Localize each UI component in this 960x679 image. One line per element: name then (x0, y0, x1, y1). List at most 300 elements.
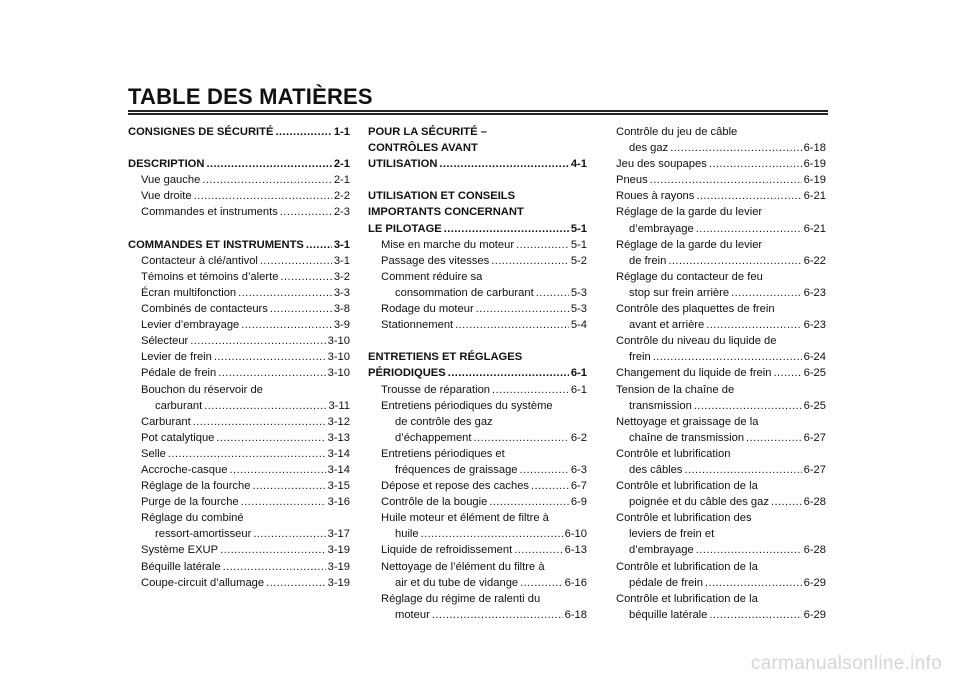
toc-entry (616, 188, 826, 204)
toc-label: Contrôle du niveau du liquide de (616, 335, 777, 348)
toc-entry (368, 478, 587, 494)
toc-leader (204, 398, 326, 414)
toc-label: Comment réduire sa (381, 270, 483, 283)
toc-label: Contrôle et lubrification (616, 447, 731, 460)
toc-label: frein (629, 351, 651, 364)
toc-entry (616, 414, 826, 446)
toc-label: Entretiens périodiques et (381, 447, 505, 460)
toc-entry (368, 124, 587, 172)
toc-page-number: 6-28 (803, 544, 826, 557)
toc-label: Réglage de la fourche (141, 480, 251, 493)
toc-label: carburant (155, 399, 203, 412)
toc-page-number: 3-10 (327, 335, 350, 348)
toc-label: consommation de carburant (395, 286, 534, 299)
toc-line (616, 382, 826, 398)
toc-label: Jeu des soupapes (616, 158, 707, 171)
toc-leader (190, 333, 325, 349)
toc-entry (616, 204, 826, 236)
toc-page-number: 2-1 (333, 158, 350, 171)
toc-entry (128, 204, 350, 220)
toc-label: Huile moteur et élément de filtre à (381, 512, 549, 525)
toc-label: Carburant (141, 415, 191, 428)
toc-line (368, 430, 587, 446)
toc-label: LE PILOTAGE (368, 222, 442, 235)
toc-label: Accroche-casque (141, 463, 228, 476)
toc-label: Trousse de réparation (381, 383, 491, 396)
toc-leader (202, 172, 332, 188)
toc-label: d’embrayage (629, 544, 694, 557)
toc-entry (368, 349, 587, 381)
toc-line (616, 446, 826, 462)
toc-page-number: 3-11 (328, 399, 350, 412)
toc-line (616, 349, 826, 365)
toc-leader (218, 365, 325, 381)
toc-entry (616, 559, 826, 591)
toc-entry (128, 156, 350, 172)
toc-line (128, 317, 350, 333)
toc-entry (368, 382, 587, 398)
toc-label: Selle (141, 447, 166, 460)
toc-line (368, 462, 587, 478)
toc-label: Réglage de la garde du levier (616, 206, 763, 219)
toc-line (368, 317, 587, 333)
toc-label: UTILISATION (368, 158, 438, 171)
toc-line (368, 156, 587, 172)
toc-leader (280, 269, 331, 285)
toc-page-number: 6-21 (803, 190, 826, 203)
toc-line (616, 221, 826, 237)
toc-page-number: 6-7 (570, 480, 587, 493)
toc-leader (731, 285, 801, 301)
toc-leader (492, 382, 569, 398)
toc-label: d’embrayage (629, 222, 694, 235)
toc-label: Système EXUP (141, 544, 219, 557)
toc-leader (270, 301, 332, 317)
toc-entry (128, 446, 350, 462)
toc-line (128, 430, 350, 446)
toc-line (616, 510, 826, 526)
toc-page-number: 6-27 (803, 431, 826, 444)
toc-entry (616, 156, 826, 172)
toc-entry (128, 333, 350, 349)
toc-leader (193, 414, 326, 430)
toc-label: Entretiens périodiques du système (381, 399, 553, 412)
toc-leader (241, 494, 326, 510)
toc-line (128, 253, 350, 269)
toc-leader (260, 253, 332, 269)
toc-page-number: 6-28 (803, 496, 826, 509)
toc-page-number: 6-2 (570, 431, 587, 444)
toc-page-number: 3-10 (327, 351, 350, 364)
toc-line (128, 204, 350, 220)
toc-entry (616, 365, 826, 381)
toc-line (616, 237, 826, 253)
toc-entry (616, 237, 826, 269)
toc-label: CONSIGNES DE SÉCURITÉ (128, 126, 274, 138)
toc-line (128, 156, 350, 172)
toc-label: de frein (629, 254, 667, 267)
toc-line (616, 575, 826, 591)
toc-label: Sélecteur (141, 335, 189, 348)
toc-label: de contrôle des gaz (395, 415, 493, 428)
toc-page-number: 3-17 (327, 528, 350, 541)
toc-page-number: 6-29 (803, 576, 826, 589)
toc-label: air et du tube de vidange (395, 576, 519, 589)
toc-leader (696, 221, 802, 237)
toc-entry (368, 542, 587, 558)
toc-line (368, 398, 587, 414)
toc-line (368, 382, 587, 398)
toc-leader (746, 430, 802, 446)
toc-line (616, 301, 826, 317)
toc-leader (491, 253, 569, 269)
toc-line (368, 591, 587, 607)
toc-page-number: 5-4 (570, 319, 587, 332)
toc-page-number: 3-1 (333, 238, 350, 251)
toc-line (616, 462, 826, 478)
toc-line (368, 414, 587, 430)
toc-line (128, 398, 350, 414)
toc-entry (616, 382, 826, 414)
toc-page-number: 3-8 (333, 303, 350, 316)
toc-line (128, 559, 350, 575)
toc-page-number: 5-1 (570, 222, 587, 235)
toc-line (368, 140, 587, 156)
toc-line (616, 333, 826, 349)
toc-label: fréquences de graissage (395, 463, 518, 476)
toc-leader (516, 237, 569, 253)
toc-label: avant et arrière (629, 319, 705, 332)
toc-entry (616, 269, 826, 301)
toc-label: Pot catalytique (141, 431, 215, 444)
toc-page-number: 3-1 (333, 254, 350, 267)
toc-page-number: 6-10 (564, 528, 587, 541)
toc-entry (616, 333, 826, 365)
toc-line (128, 365, 350, 381)
toc-label: Bouchon du réservoir de (141, 383, 263, 396)
toc-entry (128, 124, 350, 140)
toc-label: chaîne de transmission (629, 431, 745, 444)
toc-page-number: 6-21 (803, 222, 826, 235)
toc-leader (696, 542, 802, 558)
toc-label: Contrôle et lubrification de la (616, 592, 758, 605)
toc-label: IMPORTANTS CONCERNANT (368, 206, 524, 219)
toc-line (616, 559, 826, 575)
toc-leader (194, 188, 332, 204)
toc-label: poignée et du câble des gaz (629, 496, 769, 509)
toc-page-number: 6-23 (803, 286, 826, 299)
toc-entry (368, 253, 587, 269)
toc-line (368, 269, 587, 285)
toc-page-number: 6-16 (564, 576, 587, 589)
toc-line (616, 285, 826, 301)
toc-line (368, 237, 587, 253)
toc-label: Contrôle de la bougie (381, 496, 488, 509)
toc-leader (253, 526, 325, 542)
toc-label: Vue gauche (141, 174, 201, 187)
toc-entry (128, 542, 350, 558)
toc-leader (439, 156, 568, 172)
toc-line (616, 188, 826, 204)
toc-page-number: 3-14 (327, 447, 350, 460)
toc-page-number: 3-10 (327, 367, 350, 380)
toc-label: Roues à rayons (616, 190, 695, 203)
toc-line (616, 172, 826, 188)
toc-line (368, 526, 587, 542)
toc-label: Contrôle et lubrification de la (616, 480, 758, 493)
toc-label: Commandes et instruments (141, 206, 278, 219)
toc-leader (455, 317, 569, 333)
toc-label: Contrôle et lubrification des (616, 512, 752, 525)
toc-entry (616, 446, 826, 478)
toc-line (128, 124, 350, 140)
toc-label: Contrôle et lubrification de la (616, 560, 758, 573)
toc-label: Réglage du contacteur de feu (616, 270, 763, 283)
toc-line (616, 542, 826, 558)
toc-entry (616, 301, 826, 333)
toc-leader (214, 349, 326, 365)
toc-entry (128, 269, 350, 285)
toc-label: Levier de frein (141, 351, 212, 364)
toc-entry (368, 559, 587, 591)
toc-label: transmission (629, 399, 692, 412)
toc-label: ressort-amortisseur (155, 528, 252, 541)
toc-leader (489, 494, 568, 510)
toc-label: Pédale de frein (141, 367, 217, 380)
toc-line (128, 414, 350, 430)
toc-line (368, 188, 587, 204)
toc-page-number: 3-19 (327, 560, 350, 573)
toc-line (128, 285, 350, 301)
toc-label: Combinés de contacteurs (141, 303, 268, 316)
toc-label: Écran multifonction (141, 286, 237, 299)
toc-page-number: 3-14 (327, 463, 350, 476)
toc-line (368, 607, 587, 623)
toc-page-number: 3-9 (333, 319, 350, 332)
toc-leader (280, 204, 332, 220)
toc-leader (168, 446, 326, 462)
toc-leader (653, 349, 802, 365)
toc-entry (616, 124, 826, 156)
toc-page-number: 6-24 (803, 351, 826, 364)
toc-label: Pneus (616, 174, 648, 187)
toc-leader (694, 398, 802, 414)
toc-label: Tension de la chaîne de (616, 383, 735, 396)
toc-page-number: 3-2 (333, 270, 350, 283)
toc-line (128, 349, 350, 365)
toc-label: Nettoyage et graissage de la (616, 415, 759, 428)
toc-label: Réglage du combiné (141, 512, 244, 525)
toc-label: Rodage du moteur (381, 303, 474, 316)
toc-line (128, 333, 350, 349)
toc-page-number: 6-19 (803, 174, 826, 187)
toc-entry (128, 430, 350, 446)
toc-line (128, 462, 350, 478)
toc-label: DESCRIPTION (128, 158, 205, 171)
toc-label: COMMANDES ET INSTRUMENTS (128, 238, 304, 251)
toc-leader (670, 140, 801, 156)
toc-entry (128, 559, 350, 575)
toc-line (368, 124, 587, 140)
toc-entry (616, 478, 826, 510)
toc-column-1 (128, 124, 350, 591)
toc-label: pédale de frein (629, 576, 704, 589)
toc-line (616, 204, 826, 220)
toc-line (616, 365, 826, 381)
toc-entry (128, 494, 350, 510)
toc-label: d’échappement (395, 431, 472, 444)
toc-line (616, 124, 826, 140)
toc-line (128, 382, 350, 398)
toc-label: POUR LA SÉCURITÉ – (368, 126, 487, 138)
toc-entry (128, 188, 350, 204)
toc-page-number: 6-22 (803, 254, 826, 267)
toc-entry (128, 414, 350, 430)
toc-line (616, 156, 826, 172)
toc-line (368, 446, 587, 462)
toc-line (616, 494, 826, 510)
toc-leader (520, 462, 569, 478)
toc-entry (128, 510, 350, 542)
toc-page-number: 6-1 (570, 367, 587, 380)
toc-page-number: 5-2 (570, 254, 587, 267)
toc-leader (474, 430, 569, 446)
toc-page-number: 6-27 (803, 463, 826, 476)
toc-leader (241, 317, 332, 333)
toc-line (616, 607, 826, 623)
toc-line (368, 494, 587, 510)
toc-line (128, 446, 350, 462)
toc-leader (448, 365, 569, 381)
toc-leader (668, 253, 801, 269)
toc-label: des câbles (629, 463, 683, 476)
toc-label: Purge de la fourche (141, 496, 239, 509)
toc-page-number: 6-23 (803, 319, 826, 332)
toc-line (368, 575, 587, 591)
toc-line (368, 285, 587, 301)
toc-line (368, 510, 587, 526)
toc-page-number: 2-1 (333, 174, 350, 187)
toc-leader (223, 559, 326, 575)
toc-line (128, 575, 350, 591)
toc-label: huile (395, 528, 419, 541)
toc-line (616, 526, 826, 542)
toc-page-number: 3-3 (333, 286, 350, 299)
toc-line (616, 269, 826, 285)
toc-leader (306, 237, 332, 253)
toc-leader (536, 285, 569, 301)
toc-leader (514, 542, 562, 558)
toc-entry (368, 591, 587, 623)
toc-line (128, 494, 350, 510)
toc-leader (650, 172, 802, 188)
toc-leader (709, 156, 802, 172)
toc-label: moteur (395, 608, 430, 621)
toc-page-number: 2-3 (333, 206, 350, 219)
toc-leader (476, 301, 569, 317)
toc-entry (368, 269, 587, 301)
toc-leader (252, 478, 325, 494)
toc-line (128, 301, 350, 317)
toc-page-number: 6-19 (803, 158, 826, 171)
toc-page-number: 3-12 (327, 415, 350, 428)
toc-label: Changement du liquide de frein (616, 367, 772, 380)
toc-label: Béquille latérale (141, 560, 221, 573)
toc-page-number: 5-3 (570, 303, 587, 316)
toc-line (616, 398, 826, 414)
toc-page-number: 6-29 (803, 608, 826, 621)
toc-line (616, 317, 826, 333)
toc-leader (444, 221, 569, 237)
page-title: TABLE DES MATIÈRES (128, 84, 373, 109)
toc-label: ENTRETIENS ET RÉGLAGES (368, 351, 523, 364)
toc-entry (128, 285, 350, 301)
toc-leader (206, 156, 331, 172)
toc-entry (368, 188, 587, 236)
toc-line (368, 221, 587, 237)
toc-page-number: 6-18 (803, 142, 826, 155)
toc-leader (709, 607, 801, 623)
toc-page-number: 6-25 (803, 399, 826, 412)
toc-line (128, 510, 350, 526)
toc-line (368, 301, 587, 317)
toc-entry (128, 365, 350, 381)
toc-label: UTILISATION ET CONSEILS (368, 190, 516, 203)
toc-leader (216, 430, 325, 446)
toc-entry (368, 494, 587, 510)
toc-leader (275, 124, 331, 140)
toc-line (616, 414, 826, 430)
toc-line (368, 559, 587, 575)
toc-entry (128, 253, 350, 269)
toc-entry (128, 575, 350, 591)
toc-line (128, 478, 350, 494)
toc-page-number: 6-13 (564, 544, 587, 557)
toc-entry (128, 301, 350, 317)
toc-label: béquille latérale (629, 608, 708, 621)
toc-label: Nettoyage de l’élément du filtre à (381, 560, 545, 573)
toc-label: CONTRÔLES AVANT (368, 142, 478, 155)
toc-leader (771, 494, 802, 510)
toc-label: Réglage du régime de ralenti du (381, 592, 541, 605)
toc-entry (128, 317, 350, 333)
toc-leader (421, 526, 563, 542)
toc-line (368, 478, 587, 494)
toc-label: Réglage de la garde du levier (616, 238, 763, 251)
toc-line (616, 591, 826, 607)
toc-entry (128, 172, 350, 188)
toc-leader (774, 365, 802, 381)
toc-line (616, 430, 826, 446)
toc-label: Contrôle du jeu de câble (616, 126, 738, 138)
toc-label: Levier d’embrayage (141, 319, 240, 332)
toc-page-number: 3-19 (327, 576, 350, 589)
toc-label: leviers de frein et (629, 528, 715, 541)
toc-label: Témoins et témoins d’alerte (141, 270, 279, 283)
toc-page-number: 6-25 (803, 367, 826, 380)
toc-label: stop sur frein arrière (629, 286, 730, 299)
toc-label: Contrôle des plaquettes de frein (616, 303, 775, 316)
toc-entry (368, 237, 587, 253)
toc-page-number: 3-16 (327, 496, 350, 509)
toc-leader (705, 575, 802, 591)
toc-page-number: 4-1 (570, 158, 587, 171)
toc-line (368, 365, 587, 381)
toc-label: Contacteur à clé/antivol (141, 254, 258, 267)
toc-page-number: 6-3 (570, 463, 587, 476)
toc-page-number: 6-18 (564, 608, 587, 621)
toc-leader (696, 188, 801, 204)
